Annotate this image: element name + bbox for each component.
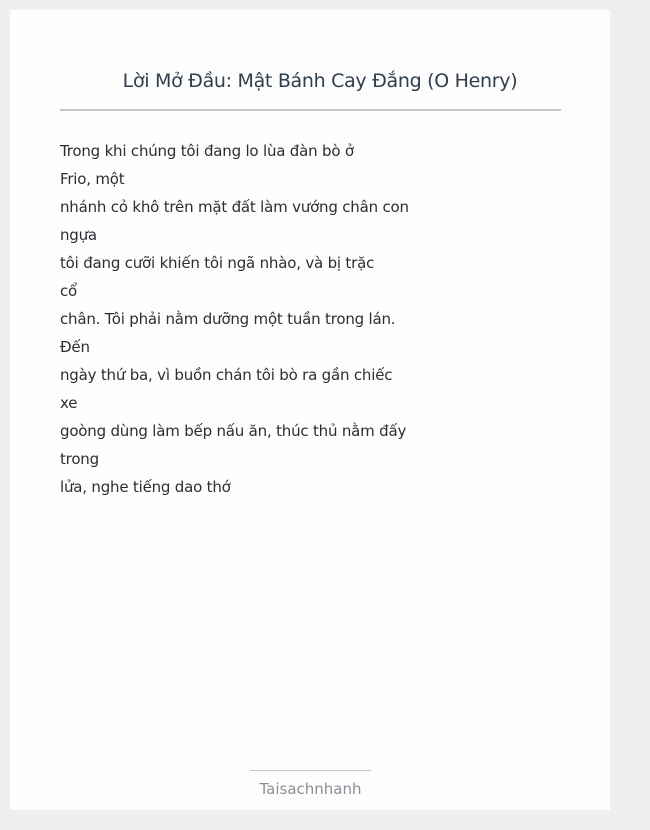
text-line: tôi đang cưỡi khiến tôi ngã nhào, và bị trặc [60,254,375,272]
chapter-body [60,137,409,501]
text-line: xe [60,394,78,412]
footer-brand: Taisachnhanh [259,780,362,798]
text-line: cổ [60,282,78,300]
text-line: ngày thứ ba, vì buồn chán tôi bò ra gần chiếc [60,366,393,384]
chapter-title: Lời Mở Đầu: Mật Bánh Cay Đắng (O Henry) [122,70,518,92]
text-line: Frio, một [60,170,125,188]
text-line: nhánh cỏ khô trên mặt đất làm vướng chân con [60,198,409,216]
text-line: Đến [60,338,90,356]
text-line: Trong khi chúng tôi đang lo lùa đàn bò ở [60,142,354,160]
text-line: chân. Tôi phải nằm dưỡng một tuần trong lán. [60,310,396,328]
text-line: lửa, nghe tiếng dao thớ [60,478,231,496]
text-line: trong [60,450,99,468]
text-line: goòng dùng làm bếp nấu ăn, thúc thủ nằm đấy [60,422,407,440]
footer-divider [250,770,371,771]
page [10,10,610,810]
text-line: ngựa [60,226,97,244]
title-divider [60,109,561,111]
